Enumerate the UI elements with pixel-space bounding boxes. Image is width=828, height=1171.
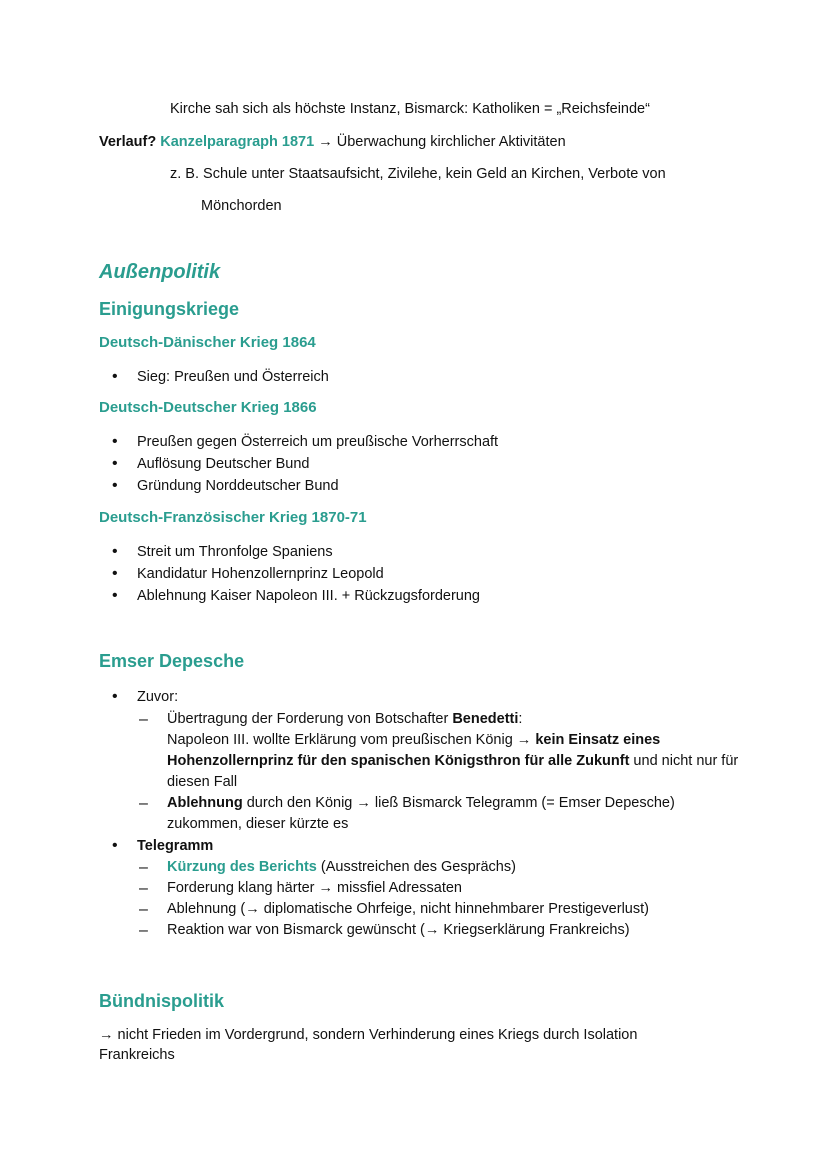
buendnispolitik-heading: Bündnispolitik — [99, 991, 224, 1011]
emser-list — [99, 686, 739, 941]
war-list-franzoesisch — [99, 541, 480, 607]
war-list-deutsch — [99, 431, 498, 497]
list-item: • Kandidatur Hohenzollernprinz Leopold — [99, 563, 480, 585]
buendnispolitik-text: → nicht Frieden im Vordergrund, sondern Verhinderung eines Kriegs durch Isolation Frankreichs — [99, 1027, 638, 1063]
war-list-daenisch — [99, 366, 329, 388]
verlauf-rest: → Überwachung kirchlicher Aktivitäten — [318, 134, 566, 150]
list-item: • Auflösung Deutscher Bund — [99, 453, 498, 475]
zuvor-sublist — [137, 709, 739, 835]
sublist-item: – Forderung klang härter → missfiel Adressaten — [137, 878, 739, 899]
einigungskriege-heading: Einigungskriege — [99, 299, 240, 319]
list-item: • Gründung Norddeutscher Bund — [99, 475, 498, 497]
war-heading-deutsch: Deutsch-Deutscher Krieg 1866 — [99, 399, 317, 416]
war-heading-daenisch: Deutsch-Dänischer Krieg 1864 — [99, 334, 316, 351]
verlauf-detail-1: z. B. Schule unter Staatsaufsicht, Zivilehe, kein Geld an Kirchen, Verbote von — [170, 166, 666, 182]
sublist-item: – Ablehnung (→ diplomatische Ohrfeige, nicht hinnehmbarer Prestigeverlust) — [137, 899, 739, 920]
list-item-telegramm — [99, 835, 739, 941]
sublist-item: – Kürzung des Berichts (Ausstreichen des Gesprächs) — [137, 857, 739, 878]
list-item: • Preußen gegen Österreich um preußische Vorherrschaft — [99, 431, 498, 453]
kirche-line: Kirche sah sich als höchste Instanz, Bismarck: Katholiken = „Reichsfeinde“ — [170, 101, 650, 117]
war-heading-franzoesisch: Deutsch-Französischer Krieg 1870-71 — [99, 509, 367, 526]
telegramm-sublist — [137, 857, 739, 941]
verlauf-detail-2: Mönchorden — [201, 198, 282, 214]
verlauf-line — [99, 132, 566, 152]
list-item-zuvor — [99, 686, 739, 835]
verlauf-label: Verlauf? — [99, 134, 157, 150]
zuvor-label: Zuvor: — [137, 689, 179, 705]
telegramm-label: Telegramm — [137, 838, 214, 854]
list-item: • Ablehnung Kaiser Napoleon III. + Rückzugsforderung — [99, 585, 480, 607]
list-item: • Sieg: Preußen und Österreich — [99, 366, 329, 388]
sublist-item: – Übertragung der Forderung von Botschafter Benedetti: Napoleon III. wollte Erklärung vom preußischen König → kein Einsatz eines Hohenzollernprinz für den spanischen Königsthron für alle Zukunft und nicht nur für diesen Fall — [137, 709, 739, 793]
kanzelparagraph: Kanzelparagraph 1871 — [160, 134, 315, 150]
sublist-item: – Reaktion war von Bismarck gewünscht (→ Kriegserklärung Frankreichs) — [137, 920, 739, 941]
sublist-item: – Ablehnung durch den König → ließ Bismarck Telegramm (= Emser Depesche) zukommen, dieser kürzte es — [137, 793, 739, 835]
emser-depesche-heading: Emser Depesche — [99, 651, 245, 671]
aussenpolitik-heading: Außenpolitik — [99, 261, 221, 283]
list-item: • Streit um Thronfolge Spaniens — [99, 541, 480, 563]
